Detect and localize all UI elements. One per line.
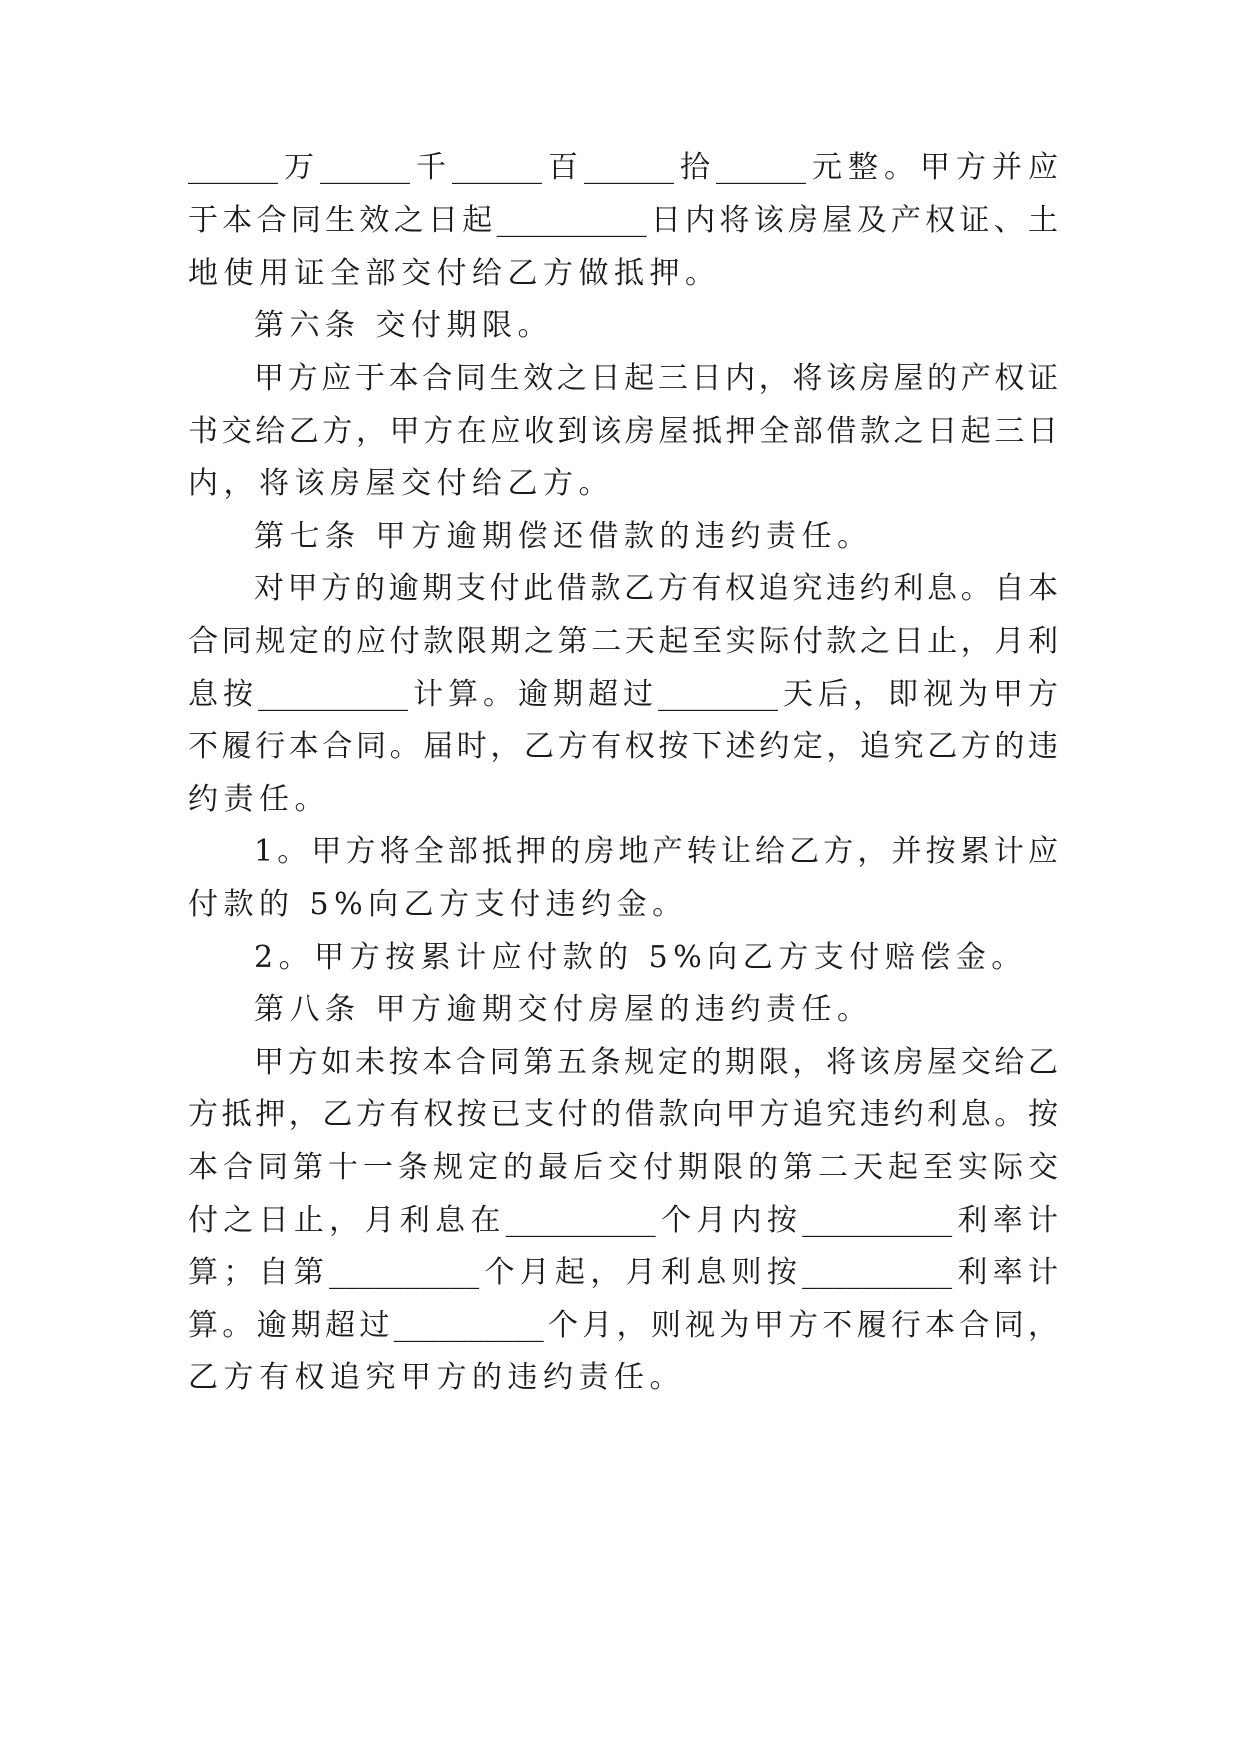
text-line: 本合同第十一条规定的最后交付期限的第二天起至实际交: [188, 1150, 1058, 1185]
article-heading: 第七条 甲方逾期偿还借款的违约责任。: [254, 519, 873, 554]
text-line: 甲方应于本合同生效之日起三日内，将该房屋的产权证: [254, 361, 1058, 396]
text-line: 内，将该房屋交付给乙方。: [188, 466, 614, 501]
text-line: 不履行本合同。届时，乙方有权按下述约定，追究乙方的违: [188, 729, 1058, 764]
text-line: 付之日止，月利息在__________个月内按__________利率计: [188, 1203, 1058, 1238]
list-item: 2。甲方按累计应付款的 5%向乙方支付赔偿金。: [254, 940, 1027, 975]
article-heading: 第六条 交付期限。: [254, 308, 554, 343]
text-line: 甲方如未按本合同第五条规定的期限，将该房屋交给乙: [254, 1045, 1058, 1080]
article-heading: 第八条 甲方逾期交付房屋的违约责任。: [254, 992, 873, 1027]
text-line: ______万______千______百______拾______元整。甲方并应: [188, 150, 1058, 185]
text-line: 付款的 5%向乙方支付违约金。: [188, 887, 688, 922]
text-line: 方抵押，乙方有权按已支付的借款向甲方追究违约利息。按: [188, 1097, 1058, 1132]
text-line: 书交给乙方，甲方在应收到该房屋抵押全部借款之日起三日: [188, 414, 1058, 449]
text-line: 乙方有权追究甲方的违约责任。: [188, 1360, 685, 1395]
text-line: 算；自第__________个月起，月利息则按__________利率计: [188, 1255, 1058, 1290]
text-line: 约责任。: [188, 782, 330, 817]
text-line: 算。逾期超过__________个月，则视为甲方不履行本合同，: [188, 1308, 1058, 1343]
text-line: 合同规定的应付款限期之第二天起至实际付款之日止，月利: [188, 624, 1058, 659]
text-line: 对甲方的逾期支付此借款乙方有权追究违约利息。自本: [254, 571, 1058, 606]
list-item: 1。甲方将全部抵押的房地产转让给乙方，并按累计应: [254, 834, 1058, 869]
text-line: 于本合同生效之日起__________日内将该房屋及产权证、土: [188, 203, 1058, 238]
text-line: 地使用证全部交付给乙方做抵押。: [188, 256, 721, 291]
text-line: 息按__________计算。逾期超过________天后，即视为甲方: [188, 677, 1058, 712]
